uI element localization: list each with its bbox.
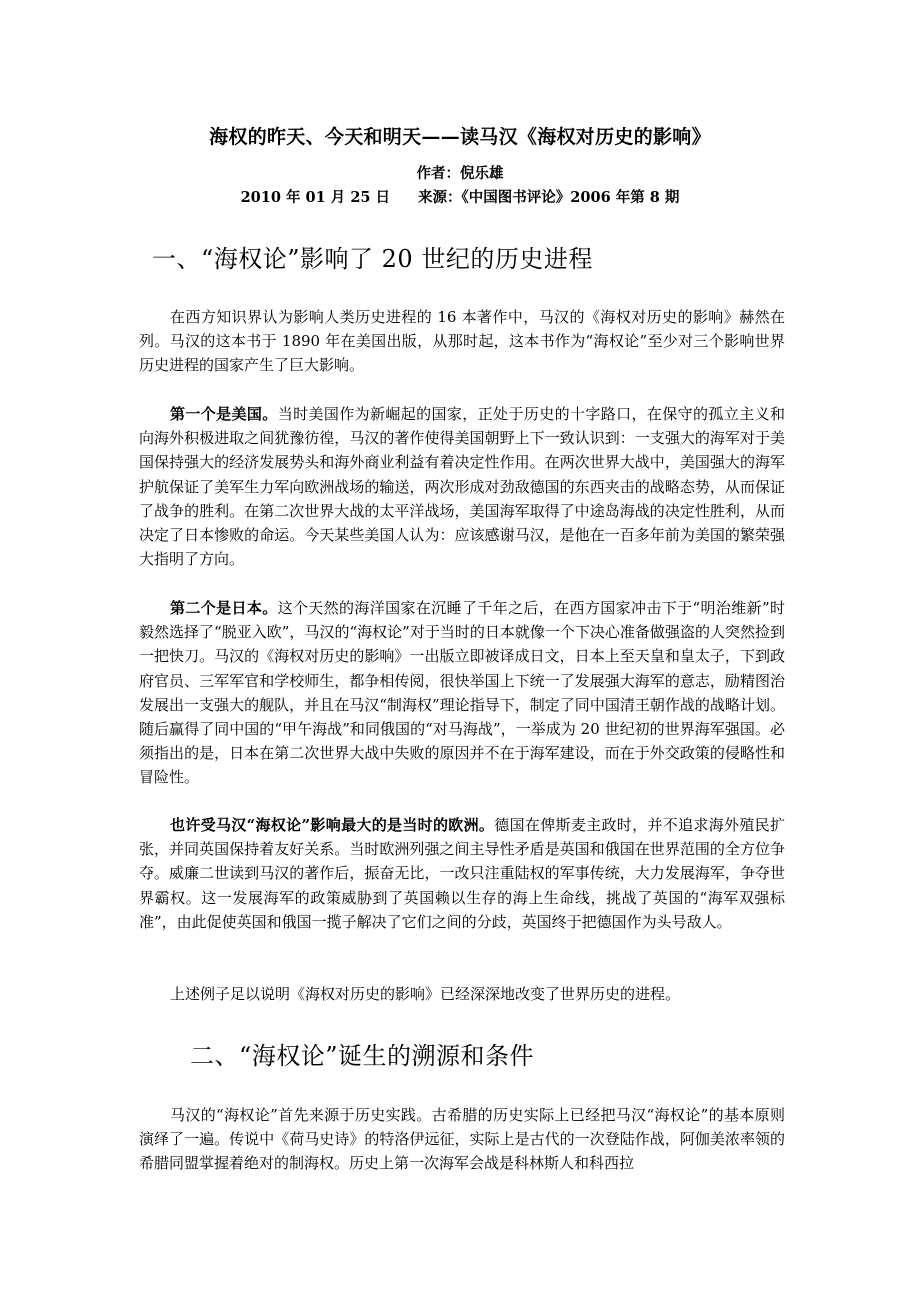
paragraph-lead: 也许受马汉“海权论”影响最大的是当时的欧洲。 (170, 816, 495, 834)
paragraph-text: 在西方知识界认为影响人类历史进程的 16 本著作中，马汉的《海权对历史的影响》赫然在列。马汉的这本书于 1890 年在美国出版，从那时起，这本书作为“海权论”至少对三个影响世界历史进程的国家产生了巨大影响。 (139, 308, 785, 375)
section-heading-1: 一、“海权论”影响了 20 世纪的历史进程 (152, 245, 593, 273)
paragraph (139, 305, 785, 378)
publication-source: 来源：《中国图书评论》2006 年第 8 期 (418, 189, 680, 206)
document-author: 作者：倪乐雄 (416, 165, 504, 182)
paragraph-text: 上述例子足以说明《海权对历史的影响》已经深深地改变了世界历史的进程。 (170, 985, 681, 1003)
paragraph (139, 813, 785, 934)
paragraph-lead: 第二个是日本。 (170, 599, 278, 617)
paragraph-text: 马汉的“海权论”首先来源于历史实践。古希腊的历史实际上已经把马汉“海权论”的基本原则演绎了一遍。传说中《荷马史诗》的特洛伊远征，实际上是古代的一次登陆作战，阿伽美浓率领的希腊同盟掌握着绝对的制海权。历史上第一次海军会战是科林斯人和科西拉 (139, 1106, 785, 1173)
paragraph-lead: 第一个是美国。 (170, 405, 278, 423)
paragraph (139, 402, 785, 571)
paragraph (139, 982, 785, 1006)
publish-date: 2010 年 01 月 25 日 (240, 189, 391, 206)
paragraph-text: 这个天然的海洋国家在沉睡了千年之后，在西方国家冲击下于“明治维新”时毅然选择了“脱亚入欧”，马汉的“海权论”对于当时的日本就像一个下决心准备做强盗的人突然捡到一把快刀。马汉的《海权对历史的影响》一出版立即被译成日文，日本上至天皇和皇太子，下到政府官员、三军军官和学校师生，都争相传阅，很快举国上下统一了发展强大海军的意志，励精图治发展出一支强大的舰队，并且在马汉“制海权”理论指导下，制定了同中国清王朝作战的战略计划。随后赢得了同中国的“甲午海战”和同俄国的“对马海战”，一举成为 20 世纪初的世界海军强国。必须指出的是，日本在第二次世界大战中失败的原因并不在于海军建设，而在于外交政策的侵略性和冒险性。 (139, 599, 785, 787)
paragraph (139, 1103, 785, 1176)
paragraph-text: 德国在俾斯麦主政时，并不追求海外殖民扩张，并同英国保持着友好关系。当时欧洲列强之间主导性矛盾是英国和俄国在世界范围的全方位争夺。威廉二世读到马汉的著作后，振奋无比，一改只注重陆权的军事传统，大力发展海军，争夺世界霸权。这一发展海军的政策威胁到了英国赖以生存的海上生命线，挑战了英国的“海军双强标准”，由此促使英国和俄国一揽子解决了它们之间的分歧，英国终于把德国作为头号敌人。 (139, 816, 785, 931)
paragraph-text: 当时美国作为新崛起的国家，正处于历史的十字路口，在保守的孤立主义和向海外积极进取之间犹豫彷徨，马汉的著作使得美国朝野上下一致认识到：一支强大的海军对于美国保持强大的经济发展势头和海外商业利益有着决定性作用。在两次世界大战中，美国强大的海军护航保证了美军生力军向欧洲战场的输送，两次形成对劲敌德国的东西夹击的战略态势，从而保证了战争的胜利。在第二次世界大战的太平洋战场，美国海军取得了中途岛海战的决定性胜利，从而决定了日本惨败的命运。今天某些美国人认为：应该感谢马汉，是他在一百多年前为美国的繁荣强大指明了方向。 (139, 405, 785, 569)
section-heading-2: 二、“海权论”诞生的溯源和条件 (190, 1042, 535, 1070)
document-title: 海权的昨天、今天和明天——读马汉《海权对历史的影响》 (209, 126, 711, 148)
paragraph (139, 596, 785, 790)
document-meta (0, 186, 920, 207)
